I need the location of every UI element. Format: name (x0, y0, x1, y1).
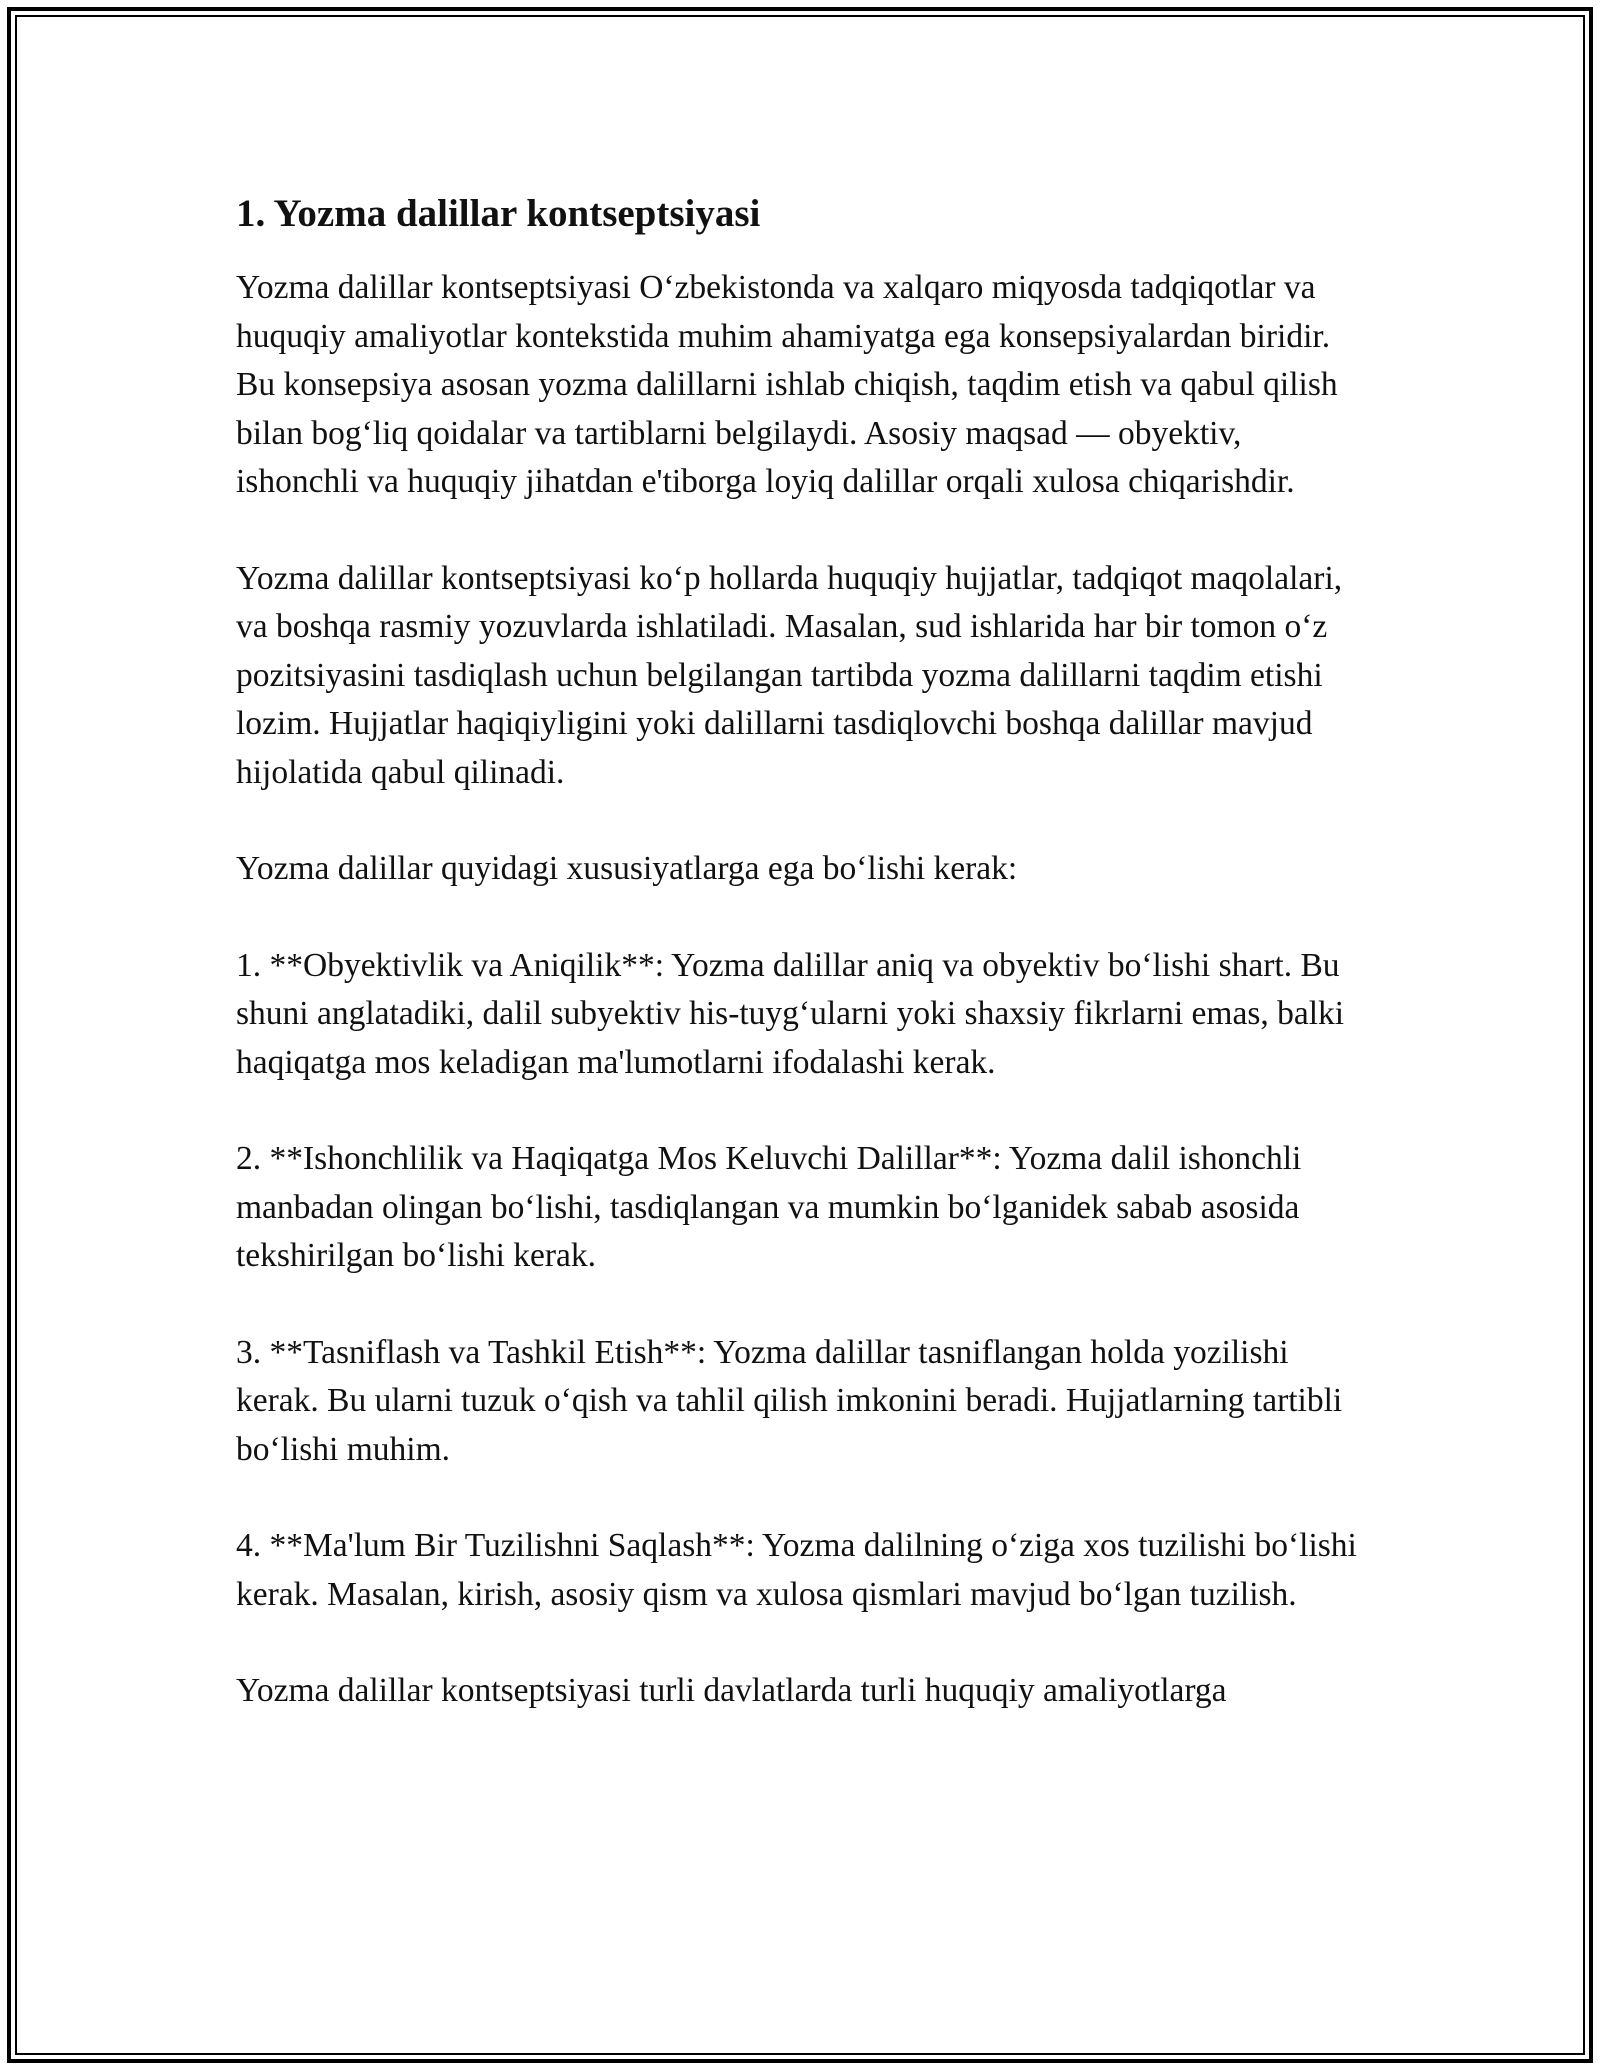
usage-paragraph: Yozma dalillar kontseptsiyasi ko‘p hollarda huquqiy hujjatlar, tadqiqot maqolalari, va boshqa rasmiy yozuvlarda ishlatiladi. Masalan, sud ishlarida har bir tomon o‘z pozitsiyasini tasdiqlash uchun belgilangan tartibda yozma dalillarni taqdim etishi lozim. Hujjatlar haqiqiyligini yoki dalillarni tasdiqlovchi boshqa dalillar mavjud hijolatida qabul qilinadi. (236, 559, 1343, 791)
properties-intro: Yozma dalillar quyidagi xususiyatlarga ega bo‘lishi kerak: (236, 850, 1018, 887)
list-item-objectivity: 1. **Obyektivlik va Aniqilik**: Yozma dalillar aniq va obyektiv bo‘lishi shart. Bu shuni anglatadiki, dalil subyektiv his-tuyg‘ularni yoki shaxsiy fikrlarni emas, balki haqiqatga mos keladigan ma'lumotlarni ifodalashi kerak. (236, 946, 1345, 1081)
list-item-reliability: 2. **Ishonchlilik va Haqiqatga Mos Keluvchi Dalillar**: Yozma dalil ishonchli manbadan olingan bo‘lishi, tasdiqlangan va mumkin bo‘lganidek sabab asosida tekshirilgan bo‘lishi kerak. (236, 1140, 1302, 1274)
list-item-classification: 3. **Tasniflash va Tashkil Etish**: Yozma dalillar tasniflangan holda yozilishi kerak. Bu ularni tuzuk o‘qish va tahlil qilish imkonini beradi. Hujjatlarning tartibli bo‘lishi muhim. (236, 1333, 1343, 1468)
intro-paragraph: Yozma dalillar kontseptsiyasi O‘zbekistonda va xalqaro miqyosda tadqiqotlar va huquqiy amaliyotlar kontekstida muhim ahamiyatga ega konsepsiyalardan biridir. Bu konsepsiya asosan yozma dalillarni ishlab chiqish, taqdim etish va qabul qilish bilan bog‘liq qoidalar va tartiblarni belgilaydi. Asosiy maqsad — obyektiv, ishonchli va huquqiy jihatdan e'tiborga loyiq dalillar orqali xulosa chiqarishdir. (236, 269, 1338, 500)
list-item-structure: 4. **Ma'lum Bir Tuzilishni Saqlash**: Yozma dalilning o‘ziga xos tuzilishi bo‘lishi kerak. Masalan, kirish, asosiy qism va xulosa qismlari mavjud bo‘lgan tuzilish. (236, 1527, 1357, 1613)
section-heading: 1. Yozma dalillar kontseptsiyasi (236, 192, 761, 235)
closing-paragraph: Yozma dalillar kontseptsiyasi turli davlatlarda turli huquqiy amaliyotlarga (236, 1672, 1227, 1709)
document-body (236, 186, 1366, 1716)
